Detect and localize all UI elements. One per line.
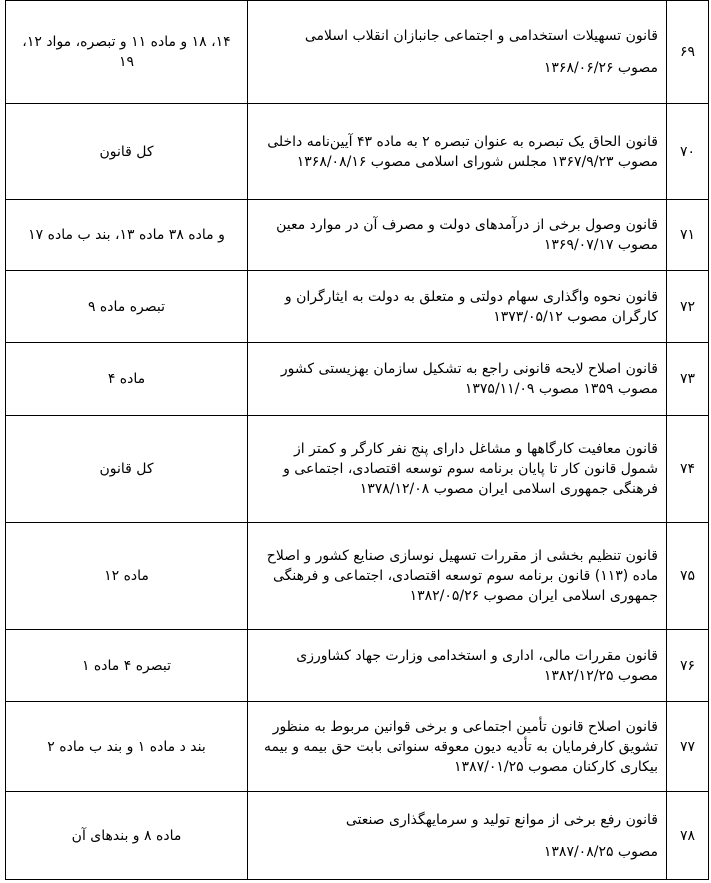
law-scope: تبصره ۴ ماده ۱ bbox=[6, 630, 248, 702]
law-title: قانون وصول برخی از درآمدهای دولت و مصرف آن در موارد معین مصوب ۱۳۶۹/۰۷/۱۷ bbox=[276, 217, 658, 253]
law-title-cell bbox=[248, 792, 667, 880]
law-scope: ماده ۱۲ bbox=[6, 523, 248, 630]
row-number: ۷۲ bbox=[667, 271, 709, 343]
row-number: ۷۵ bbox=[667, 523, 709, 630]
table-row bbox=[6, 702, 709, 792]
law-title-cell bbox=[248, 630, 667, 702]
row-number: ۷۷ bbox=[667, 702, 709, 792]
law-scope: کل قانون bbox=[6, 416, 248, 523]
row-number: ۷۰ bbox=[667, 104, 709, 200]
law-title: قانون تنظیم بخشی از مقررات تسهیل نوسازی صنایع کشور و اصلاح ماده (۱۱۳) قانون برنامه سوم توسعه اقتصادی، اجتماعی و فرهنگی جمهوری اسلامی ایران مصوب ۱۳۸۲/۰۵/۲۶ bbox=[266, 548, 658, 604]
law-approval-date: مصوب ۱۳۸۷/۰۸/۲۵ bbox=[543, 843, 658, 860]
row-number: ۶۹ bbox=[667, 1, 709, 104]
law-title: قانون الحاق یک تبصره به عنوان تبصره ۲ به ماده ۴۳ آیین‌نامه داخلی مصوب ۱۳۶۷/۹/۲۳ مجلس شورای اسلامی مصوب ۱۳۶۸/۰۸/۱۶ bbox=[267, 133, 658, 170]
law-title: قانون تسهیلات استخدامی و اجتماعی جانبازان انقلاب اسلامی bbox=[304, 28, 658, 44]
law-title: قانون نحوه واگذاری سهام دولتی و متعلق به دولت به ایثارگران و کارگران مصوب ۱۳۷۳/۰۵/۱۲ bbox=[284, 288, 658, 325]
law-title-cell bbox=[248, 271, 667, 343]
law-scope: ماده ۸ و بندهای آن bbox=[6, 792, 248, 880]
row-number: ۷۱ bbox=[667, 200, 709, 271]
table-row bbox=[6, 343, 709, 416]
table-row bbox=[6, 630, 709, 702]
law-scope: و ماده ۳۸ ماده ۱۳، بند ب ماده ۱۷ bbox=[6, 200, 248, 271]
row-number: ۷۳ bbox=[667, 343, 709, 416]
table-row bbox=[6, 271, 709, 343]
law-title-cell bbox=[248, 1, 667, 104]
law-title-cell bbox=[248, 416, 667, 523]
law-scope: کل قانون bbox=[6, 104, 248, 200]
law-scope: تبصره ماده ۹ bbox=[6, 271, 248, 343]
law-scope: ماده ۴ bbox=[6, 343, 248, 416]
row-number: ۷۴ bbox=[667, 416, 709, 523]
law-title-cell bbox=[248, 523, 667, 630]
law-title-cell bbox=[248, 702, 667, 792]
law-scope: ۱۴، ۱۸ و ماده ۱۱ و تبصره، مواد ۱۲، ۱۹ bbox=[6, 1, 248, 104]
laws-table bbox=[5, 0, 709, 880]
law-title: قانون مقررات مالی، اداری و استخدامی وزارت جهاد کشاورزی مصوب ۱۳۸۲/۱۲/۲۵ bbox=[296, 647, 658, 684]
law-title: قانون رفع برخی از موانع تولید و سرمایهگذاری صنعتی bbox=[345, 811, 658, 828]
table-row bbox=[6, 792, 709, 880]
law-title-cell bbox=[248, 343, 667, 416]
table-row bbox=[6, 104, 709, 200]
table-row bbox=[6, 200, 709, 271]
law-approval-date: مصوب ۱۳۶۸/۰۶/۲۶ bbox=[543, 60, 658, 76]
table-row bbox=[6, 523, 709, 630]
table-row bbox=[6, 416, 709, 523]
row-number: ۷۸ bbox=[667, 792, 709, 880]
law-title-cell bbox=[248, 200, 667, 271]
law-title-cell bbox=[248, 104, 667, 200]
table-row bbox=[6, 1, 709, 104]
law-scope: بند د ماده ۱ و بند ب ماده ۲ bbox=[6, 702, 248, 792]
law-title: قانون اصلاح لایحه قانونی راجع به تشکیل سازمان بهزیستی کشور مصوب ۱۳۵۹ مصوب ۱۳۷۵/۱۱/۰۹ bbox=[280, 361, 658, 397]
law-title: قانون معافیت کارگاهها و مشاغل دارای پنج نفر کارگر و کمتر از شمول قانون کار تا پایان برنامه سوم توسعه اقتصادی، اجتماعی و فرهنگی جمهوری اسلامی ایران مصوب ۱۳۷۸/۱۲/۰۸ bbox=[283, 441, 658, 497]
law-title: قانون اصلاح قانون تأمین اجتماعی و برخی قوانین مربوط به منظور تشویق کارفرمایان به تأدیه دیون معوقه سنواتی بابت حق بیمه و بیمه بیکاری کارکنان مصوب ۱۳۸۷/۰۱/۲۵ bbox=[264, 718, 658, 775]
row-number: ۷۶ bbox=[667, 630, 709, 702]
